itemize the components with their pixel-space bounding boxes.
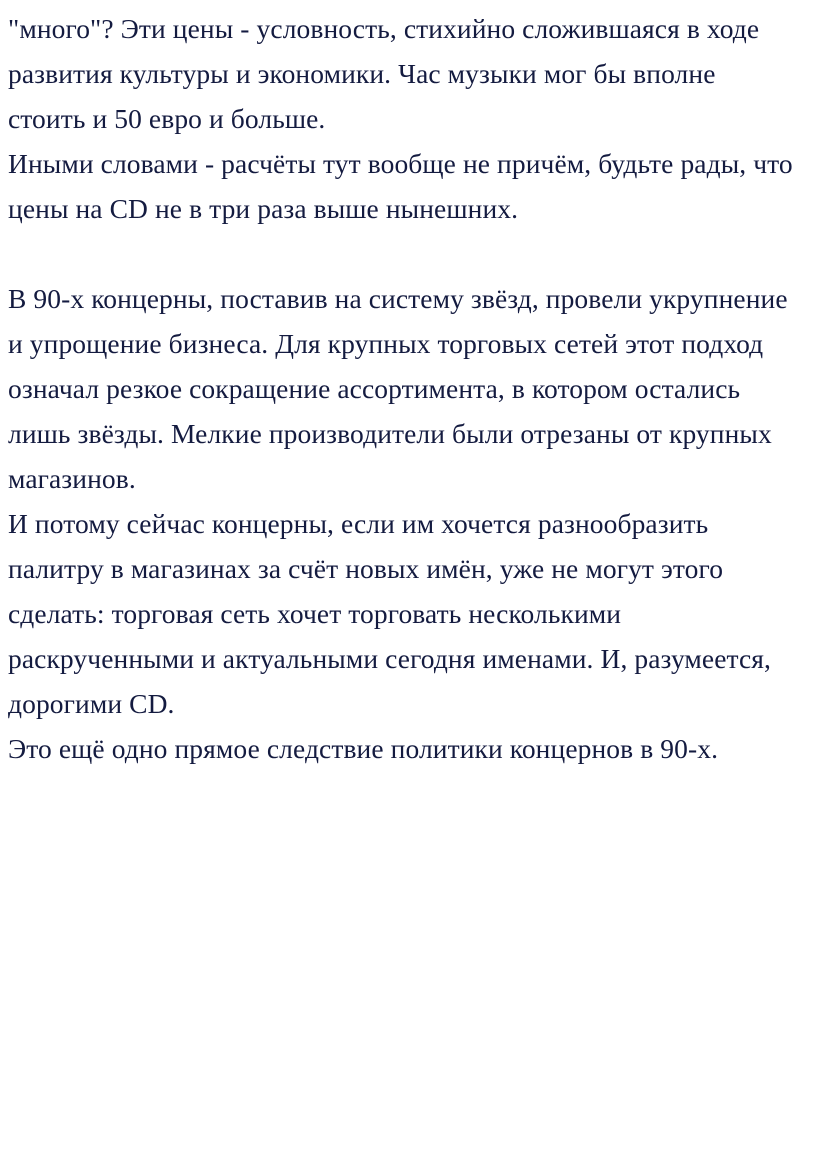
paragraph-1: "много"? Эти цены - условность, стихийно сложившаяся в ходе развития культуры и экономики. Час музыки мог бы вполне стоить и 50 евро и больше. [8,13,767,134]
paragraph-spacer [8,231,798,276]
paragraph-5: Это ещё одно прямое следствие политики концернов в 90-х. [8,733,719,764]
paragraph-4: И потому сейчас концерны, если им хочется разнообразить палитру в магазинах за счёт новых имён, уже не могут этого сделать: торговая сеть хочет торговать несколькими раскрученными и актуальными сегодня именами. И, разумеется, дорогими CD. [8,508,779,719]
paragraph-3: В 90-х концерны, поставив на систему звёзд, провели укрупнение и упрощение бизнеса. Для крупных торговых сетей этот подход означал резкое сокращение ассортимента, в котором остались лишь звёзды. Мелкие производители были отрезаны от крупных магазинов. [8,283,795,494]
paragraph-2: Иными словами - расчёты тут вообще не причём, будьте рады, что цены на CD не в три раза выше нынешних. [8,148,800,224]
document-body [8,6,798,771]
